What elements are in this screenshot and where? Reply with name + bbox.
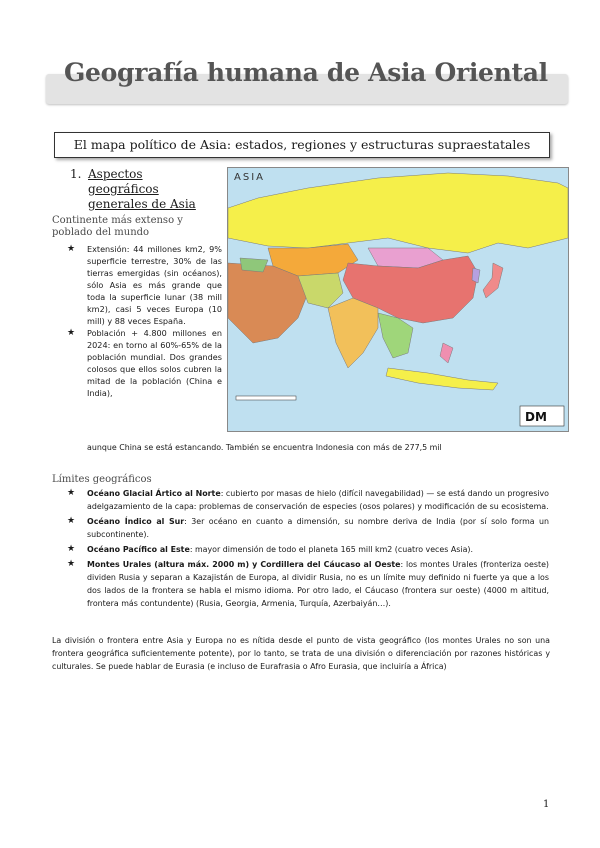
star-icon: ★ — [67, 559, 76, 569]
page-title: Geografía humana de Asia Oriental — [64, 58, 548, 87]
list-item — [67, 243, 222, 327]
map-svg — [228, 168, 568, 431]
limits-heading: Límites geográficos — [52, 474, 152, 485]
map-title: ASIA — [234, 172, 265, 183]
bullet-text: Población + 4.800 millones en 2024: en torno al 60%-65% de la población mundial. Dos grandes colosos que ellos solos cubren la mitad de la población (China e India), — [87, 328, 222, 398]
section-number: 1. — [70, 167, 82, 181]
scale-bar — [236, 396, 296, 400]
limit-bold: Océano Pacífico al Este — [87, 545, 190, 554]
limit-text: : mayor dimensión de todo el planeta 165 mill km2 (cuatro veces Asia). — [189, 545, 473, 554]
star-icon: ★ — [67, 244, 76, 254]
limit-text: : los montes Urales (fronteriza oeste) dividen Rusia y separan a Kazajistán de Europa, al dividir Rusia, no es un límite muy definido ni fuerte ya que a los dos lados de la frontera se habla el mismo idioma. Por otro lado, el Cáucaso (frontera sur oeste) (4000 m altitud, frontera más contundente) (Rusia, Georgia, Armenia, Turquía, Azerbaiyán…). — [87, 560, 550, 608]
china-line: aunque China se está estancando. También se encuentra Indonesia con más de 277,5 mil — [87, 443, 442, 452]
limit-text: : cubierto por masas de hielo (difícil navegabilidad) — se está dando un progresivo adelgazamiento de la capa: problemas de conservación de especies (osos polares) y modificación de su ecosistema. — [87, 489, 549, 511]
page-number: 1 — [543, 799, 550, 810]
list-item — [67, 515, 549, 541]
limit-text: : 3er océano en cuanto a dimensión, su nombre deriva de India (por sí solo forma un subcontinente). — [87, 517, 550, 539]
limit-bold: Océano Índico al Sur — [87, 517, 185, 526]
star-icon: ★ — [67, 544, 76, 554]
list-item — [67, 558, 549, 610]
limits-list — [67, 487, 549, 612]
eurasia-paragraph: La división o frontera entre Asia y Europa no es nítida desde el punto de vista geográfico (los montes Urales no son una frontera geográfica suficientemente potente), por lo tanto, se trata de una división o diferenciación por razones históricas y culturales. Se puede hablar de Eurasia (e incluso de Eurafrasia o Afro Eurasia, que incluiría a África) — [52, 636, 550, 671]
limit-bold: Montes Urales (altura máx. 2000 m) y Cordillera del Cáucaso al Oeste — [87, 560, 401, 569]
asia-political-map — [227, 167, 569, 432]
turkey-shape — [240, 258, 268, 272]
limit-bold: Océano Glacial Ártico al Norte — [87, 489, 221, 498]
star-icon: ★ — [67, 516, 76, 526]
subtitle-box: El mapa político de Asia: estados, regiones y estructuras supraestatales — [54, 132, 550, 158]
star-icon: ★ — [67, 328, 76, 338]
list-item — [67, 487, 549, 513]
star-icon: ★ — [67, 488, 76, 498]
map-logo: DM — [525, 410, 547, 424]
section-title: Aspectos geográficos generales de Asia — [88, 167, 196, 211]
list-item — [67, 327, 222, 399]
continent-heading: Continente más extenso y poblado del mundo — [52, 215, 183, 238]
list-item — [67, 543, 549, 556]
continent-bullets — [67, 243, 222, 399]
bullet-text: Extensión: 44 millones km2, 9% superficie terrestre, 30% de las tierras emergidas (sin océanos), sólo Asia es más grande que toda la superficie lunar (38 mill km2), casi 5 veces Europa (10 mill) y 88 veces España. — [87, 244, 222, 326]
